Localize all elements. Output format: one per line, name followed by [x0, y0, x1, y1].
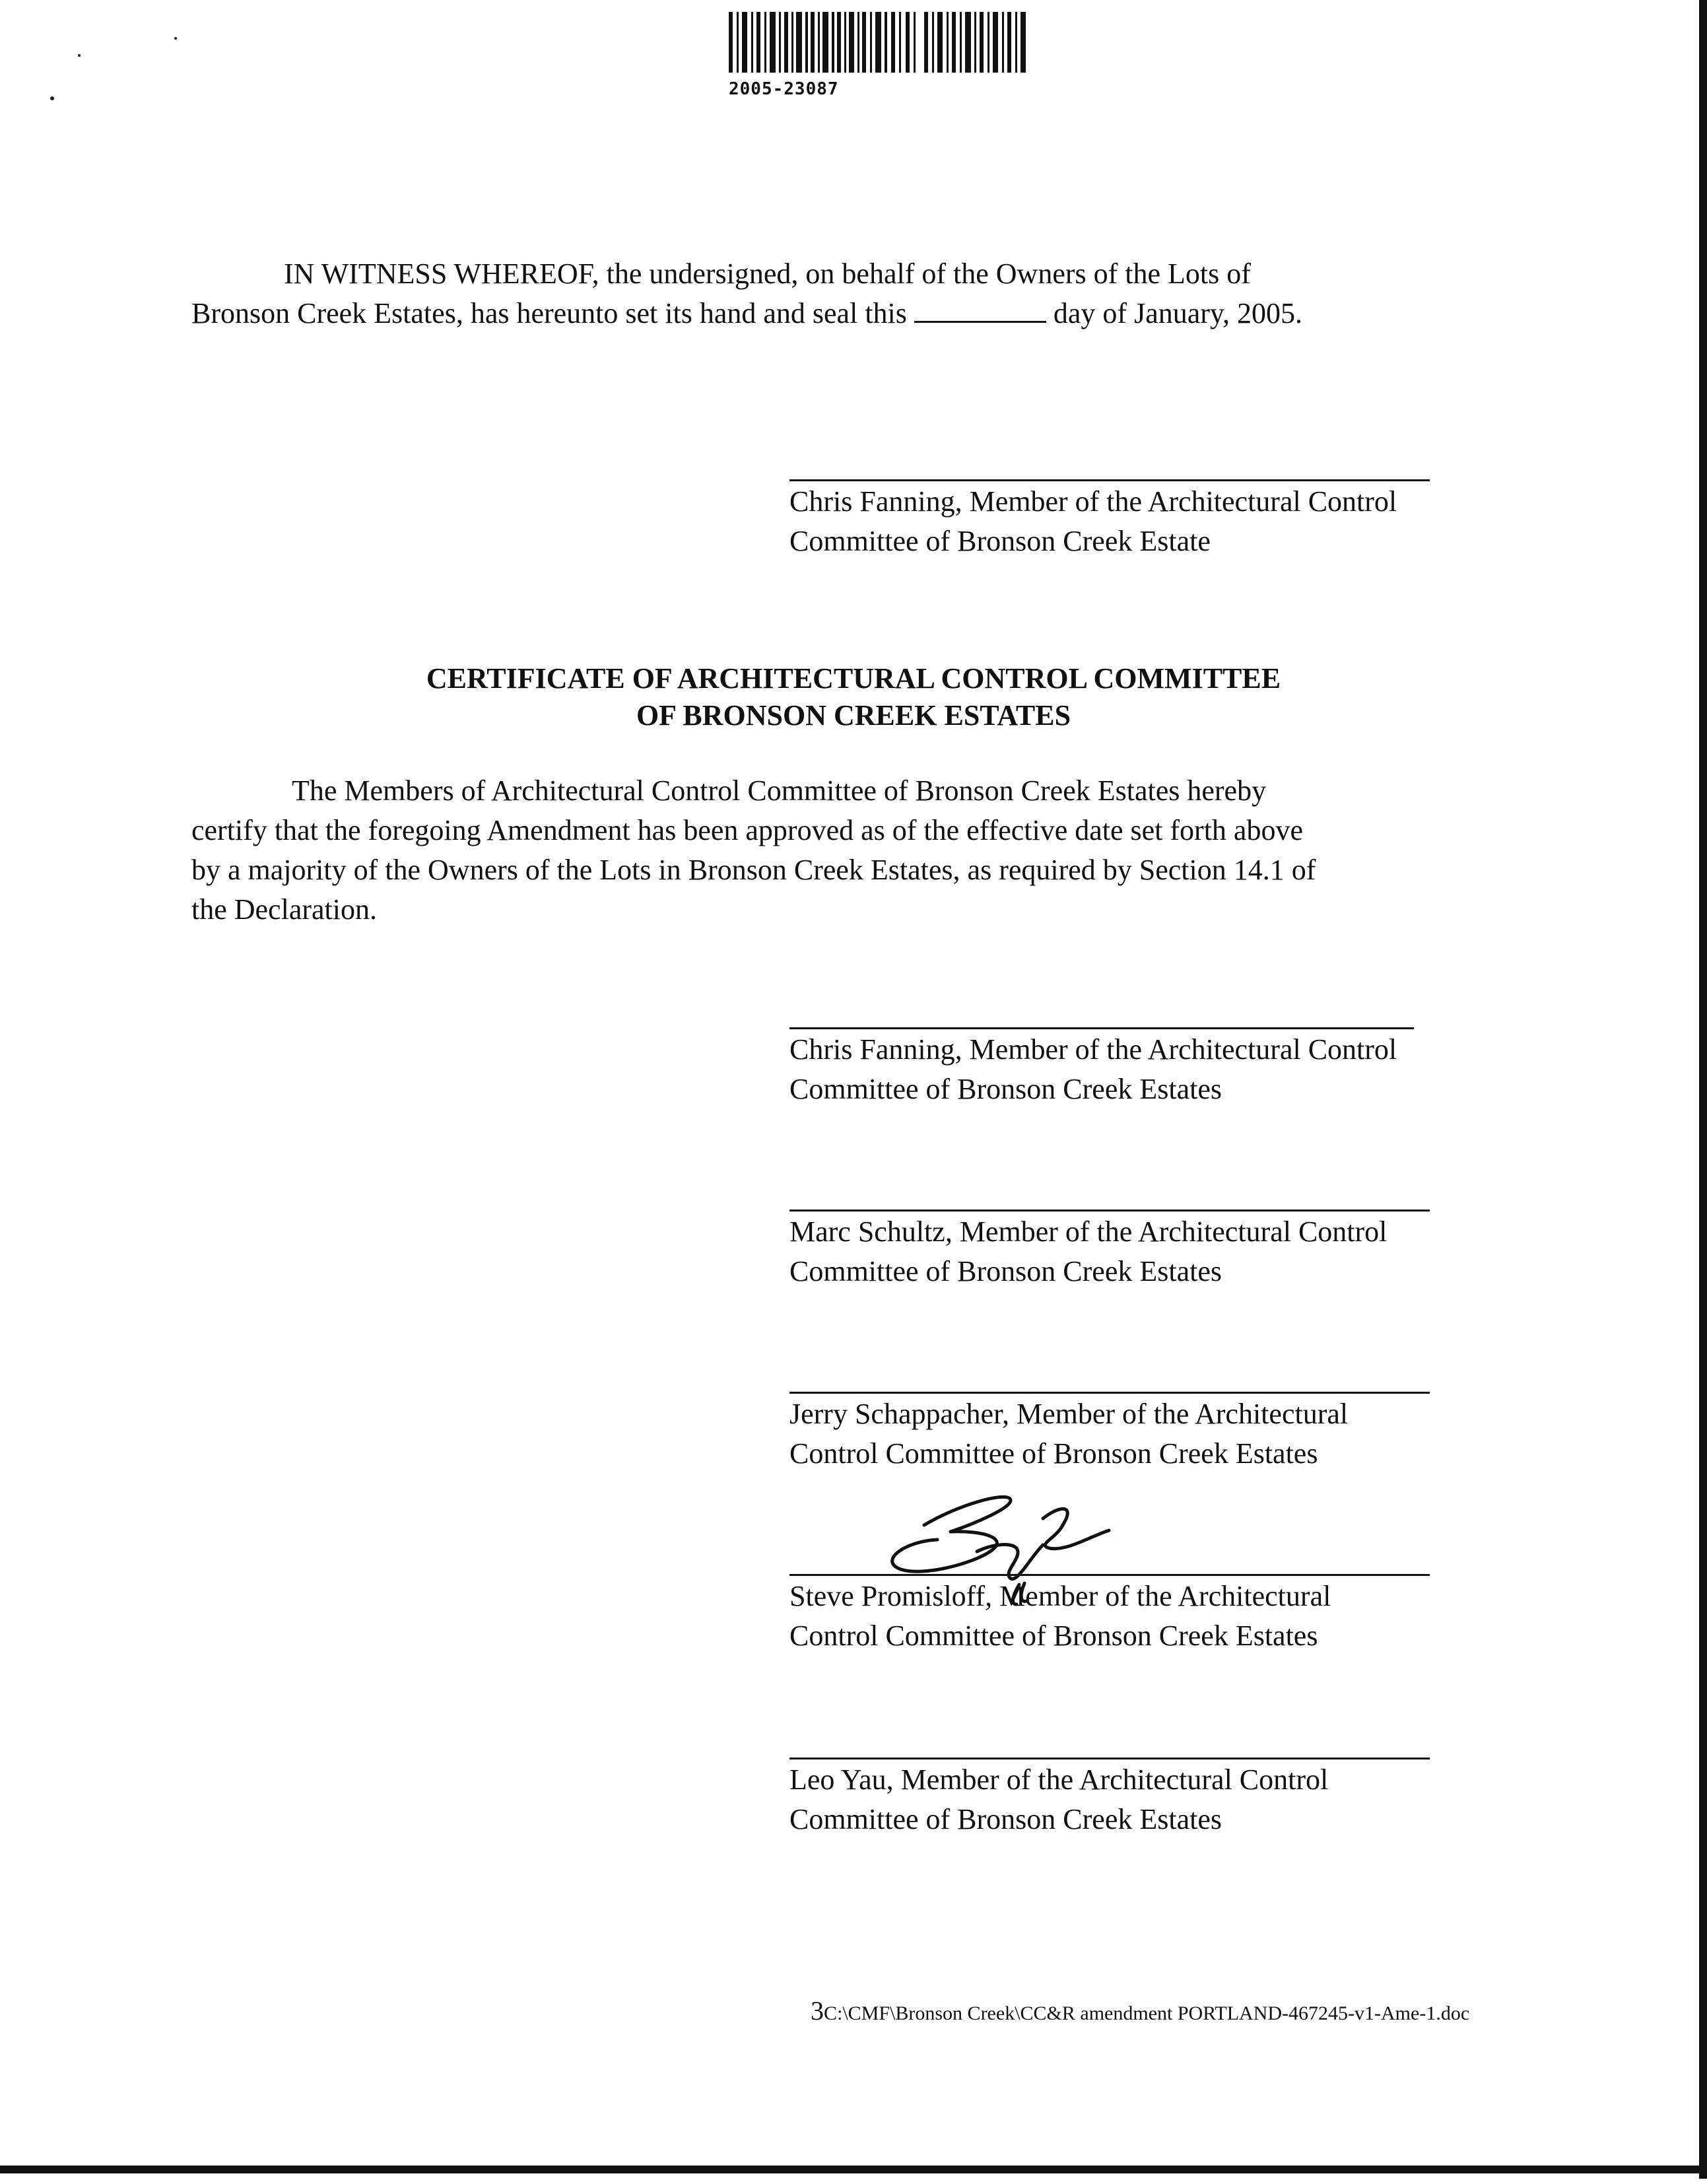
witness-line-2-end: day of January, 2005.	[1053, 297, 1303, 329]
certificate-body-line: the Declaration.	[191, 893, 377, 926]
signatory-name: Chris Fanning, Member of the Architectural Control	[789, 1033, 1397, 1066]
signatory-label	[789, 1577, 1516, 1656]
witness-line-2-start: Bronson Creek Estates, has hereunto set its hand and seal this	[191, 297, 907, 329]
scan-edge-right	[1699, 0, 1707, 2179]
file-path: C:\CMF\Bronson Creek\CC&R amendment PORTLAND-467245-v1-Ame-1.doc	[824, 2002, 1470, 2024]
signatory-name: Chris Fanning, Member of the Architectural Control	[789, 485, 1397, 518]
page-number: 3	[811, 1996, 824, 2026]
signatory-name: Marc Schultz, Member of the Architectural Control	[789, 1215, 1388, 1248]
barcode	[729, 12, 1027, 73]
certificate-body-line: by a majority of the Owners of the Lots in Bronson Creek Estates, as required by Section 14.1 of	[191, 854, 1316, 886]
scan-edge-bottom	[0, 2166, 1707, 2173]
signatory-committee: Committee of Bronson Creek Estates	[789, 1073, 1222, 1105]
certificate-title	[0, 660, 1707, 734]
signatory-committee: Committee of Bronson Creek Estate	[789, 525, 1211, 557]
certificate-title-line-1: CERTIFICATE OF ARCHITECTURAL CONTROL COMMITTEE	[426, 662, 1281, 695]
scan-speck	[174, 37, 177, 40]
signatory-committee: Committee of Bronson Creek Estates	[789, 1255, 1222, 1287]
certificate-title-line-2: OF BRONSON CREEK ESTATES	[636, 699, 1071, 732]
signature-line	[789, 1210, 1430, 1211]
signatory-label	[789, 482, 1516, 561]
witness-line-2	[191, 294, 1479, 333]
signatory-label	[789, 1760, 1516, 1839]
witness-paragraph	[191, 254, 1479, 333]
certificate-body-line: The Members of Architectural Control Committee of Bronson Creek Estates hereby	[292, 774, 1267, 807]
signatory-label	[789, 1030, 1516, 1109]
signatory-label	[789, 1394, 1516, 1474]
signatory-name: Jerry Schappacher, Member of the Architectural	[789, 1398, 1349, 1430]
signatory-committee: Control Committee of Bronson Creek Estates	[789, 1620, 1318, 1652]
signatory-label	[789, 1212, 1516, 1291]
witness-line-1: IN WITNESS WHEREOF, the undersigned, on behalf of the Owners of the Lots of	[284, 257, 1251, 290]
signature-line	[789, 1027, 1414, 1029]
scan-speck	[50, 96, 54, 100]
barcode-number: 2005-23087	[729, 79, 839, 99]
signature-line	[789, 1757, 1430, 1759]
document-footer	[811, 1995, 1469, 2026]
scan-speck	[78, 54, 81, 57]
signature-line	[789, 1392, 1430, 1394]
certificate-body	[191, 771, 1498, 930]
date-blank-line	[914, 294, 1046, 323]
certificate-body-line: certify that the foregoing Amendment has been approved as of the effective date set forth above	[191, 814, 1303, 846]
signatory-name: Steve Promisloff, Member of the Architectural	[789, 1580, 1331, 1612]
signature-line	[789, 1574, 1430, 1576]
signature-line	[789, 479, 1430, 481]
signatory-name: Leo Yau, Member of the Architectural Control	[789, 1763, 1329, 1796]
signatory-committee: Committee of Bronson Creek Estates	[789, 1803, 1222, 1835]
signatory-committee: Control Committee of Bronson Creek Estates	[789, 1437, 1318, 1470]
